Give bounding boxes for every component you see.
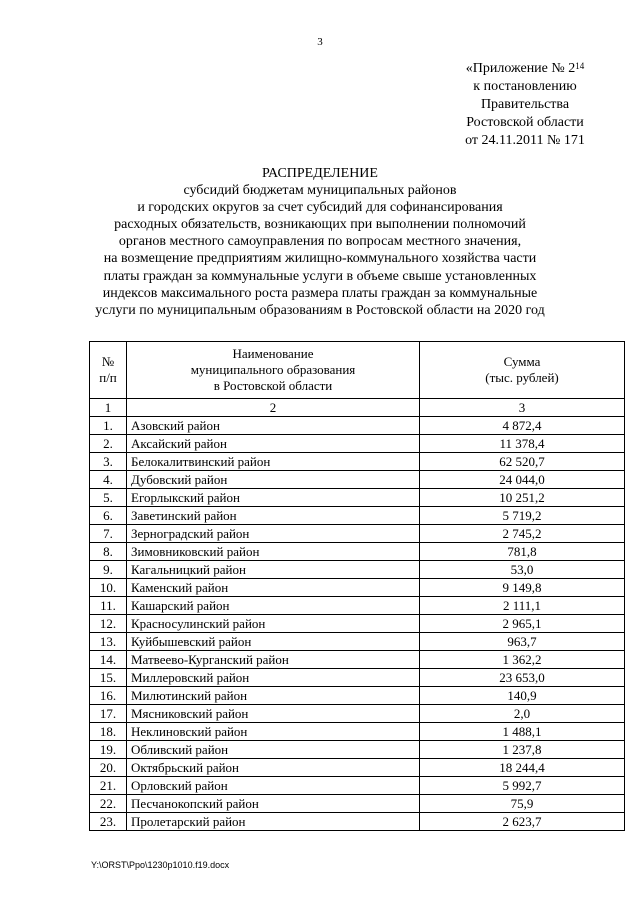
row-sum: 9 149,8 (420, 579, 625, 597)
table-row (90, 795, 625, 813)
row-sum: 2 965,1 (420, 615, 625, 633)
table-row (90, 813, 625, 831)
row-sum: 140,9 (420, 687, 625, 705)
title-line: органов местного самоуправления по вопросам местного значения, (118, 234, 522, 250)
row-name: Пролетарский район (127, 813, 420, 831)
row-number: 16. (90, 687, 127, 705)
table-row (90, 525, 625, 543)
row-sum: 5 992,7 (420, 777, 625, 795)
appendix-line-4: Ростовской области (466, 115, 584, 130)
row-name: Обливский район (127, 741, 420, 759)
subsidy-table (89, 341, 625, 831)
row-number: 6. (90, 507, 127, 525)
row-sum: 2,0 (420, 705, 625, 723)
row-number: 5. (90, 489, 127, 507)
row-sum: 4 872,4 (420, 417, 625, 435)
table-row (90, 651, 625, 669)
title-line: платы граждан за коммунальные услуги в объеме свыше установленных (103, 268, 537, 284)
row-number: 17. (90, 705, 127, 723)
table-row (90, 615, 625, 633)
title-line: на возмещение предприятиям жилищно-коммунального хозяйства части (103, 251, 537, 267)
table-row (90, 579, 625, 597)
header-name: Наименование муниципального образования в Ростовской области (127, 342, 420, 399)
row-number: 23. (90, 813, 127, 831)
row-number: 21. (90, 777, 127, 795)
row-sum: 2 623,7 (420, 813, 625, 831)
table-row (90, 633, 625, 651)
table-row (90, 561, 625, 579)
row-name: Милютинский район (127, 687, 420, 705)
row-sum: 24 044,0 (420, 471, 625, 489)
appendix-line-3: Правительства (480, 97, 570, 112)
row-sum: 10 251,2 (420, 489, 625, 507)
row-name: Кагальницкий район (127, 561, 420, 579)
row-number: 2. (90, 435, 127, 453)
row-name: Орловский район (127, 777, 420, 795)
row-name: Октябрьский район (127, 759, 420, 777)
row-name: Песчанокопский район (127, 795, 420, 813)
row-sum: 1 237,8 (420, 741, 625, 759)
row-number: 11. (90, 597, 127, 615)
row-name: Азовский район (127, 417, 420, 435)
row-number: 12. (90, 615, 127, 633)
row-name: Матвеево-Курганский район (127, 651, 420, 669)
row-sum: 5 719,2 (420, 507, 625, 525)
row-name: Красносулинский район (127, 615, 420, 633)
table-row (90, 741, 625, 759)
row-number: 8. (90, 543, 127, 561)
page-number: 3 (317, 36, 323, 48)
row-sum: 18 244,4 (420, 759, 625, 777)
row-name: Каменский район (127, 579, 420, 597)
row-name: Дубовский район (127, 471, 420, 489)
row-name: Неклиновский район (127, 723, 420, 741)
table-row (90, 471, 625, 489)
column-index-row (90, 399, 625, 417)
title-line: субсидий бюджетам муниципальных районов (183, 183, 457, 199)
appendix-line-2: к постановлению (473, 79, 577, 94)
title-line: и городских округов за счет субсидий для софинансирования (137, 200, 503, 216)
appendix-block (440, 60, 610, 150)
row-name: Мясниковский район (127, 705, 420, 723)
appendix-line-1: «Приложение № $2^{14}$ (465, 61, 585, 76)
row-sum: 23 653,0 (420, 669, 625, 687)
row-sum: 11 378,4 (420, 435, 625, 453)
title-line: индексов максимального роста размера платы граждан за коммунальные (102, 285, 538, 301)
index-cell: 1 (90, 399, 127, 417)
row-number: 15. (90, 669, 127, 687)
row-sum: 1 488,1 (420, 723, 625, 741)
row-number: 22. (90, 795, 127, 813)
row-number: 14. (90, 651, 127, 669)
row-name: Белокалитвинский район (127, 453, 420, 471)
appendix-line-5: от 24.11.2011 № 171 (465, 133, 585, 148)
index-cell: 2 (127, 399, 420, 417)
row-number: 4. (90, 471, 127, 489)
row-name: Зимовниковский район (127, 543, 420, 561)
table-row (90, 435, 625, 453)
table-row (90, 417, 625, 435)
row-name: Кашарский район (127, 597, 420, 615)
row-name: Миллеровский район (127, 669, 420, 687)
row-sum: 963,7 (420, 633, 625, 651)
row-name: Зерноградский район (127, 525, 420, 543)
row-name: Куйбышевский район (127, 633, 420, 651)
file-path-footer: Y:\ORST\Ppo\1230p1010.f19.docx (91, 860, 230, 870)
title-line: услуги по муниципальным образованиям в Ростовской области на 2020 год (95, 302, 545, 318)
row-number: 13. (90, 633, 127, 651)
table-header-row (90, 342, 625, 399)
row-number: 19. (90, 741, 127, 759)
row-number: 7. (90, 525, 127, 543)
title-heading: РАСПРЕДЕЛЕНИЕ (262, 166, 378, 181)
row-name: Егорлыкский район (127, 489, 420, 507)
table-row (90, 597, 625, 615)
appendix-superscript: 14 (575, 61, 585, 71)
row-number: 18. (90, 723, 127, 741)
row-number: 9. (90, 561, 127, 579)
table-row (90, 687, 625, 705)
row-name: Заветинский район (127, 507, 420, 525)
index-cell: 3 (420, 399, 625, 417)
row-number: 3. (90, 453, 127, 471)
table-row (90, 669, 625, 687)
row-number: 10. (90, 579, 127, 597)
row-sum: 1 362,2 (420, 651, 625, 669)
header-sum: Сумма (тыс. рублей) (420, 342, 625, 399)
row-sum: 2 745,2 (420, 525, 625, 543)
table-row (90, 777, 625, 795)
row-number: 1. (90, 417, 127, 435)
header-number: № п/п (90, 342, 127, 399)
row-sum: 62 520,7 (420, 453, 625, 471)
table-row (90, 759, 625, 777)
row-sum: 53,0 (420, 561, 625, 579)
row-name: Аксайский район (127, 435, 420, 453)
document-title (40, 165, 600, 319)
row-number: 20. (90, 759, 127, 777)
row-sum: 781,8 (420, 543, 625, 561)
title-line: расходных обязательств, возникающих при выполнении полномочий (114, 217, 526, 233)
table-row (90, 705, 625, 723)
table-row (90, 543, 625, 561)
table-row (90, 507, 625, 525)
table-row (90, 723, 625, 741)
table-row (90, 453, 625, 471)
table-row (90, 489, 625, 507)
row-sum: 2 111,1 (420, 597, 625, 615)
row-sum: 75,9 (420, 795, 625, 813)
